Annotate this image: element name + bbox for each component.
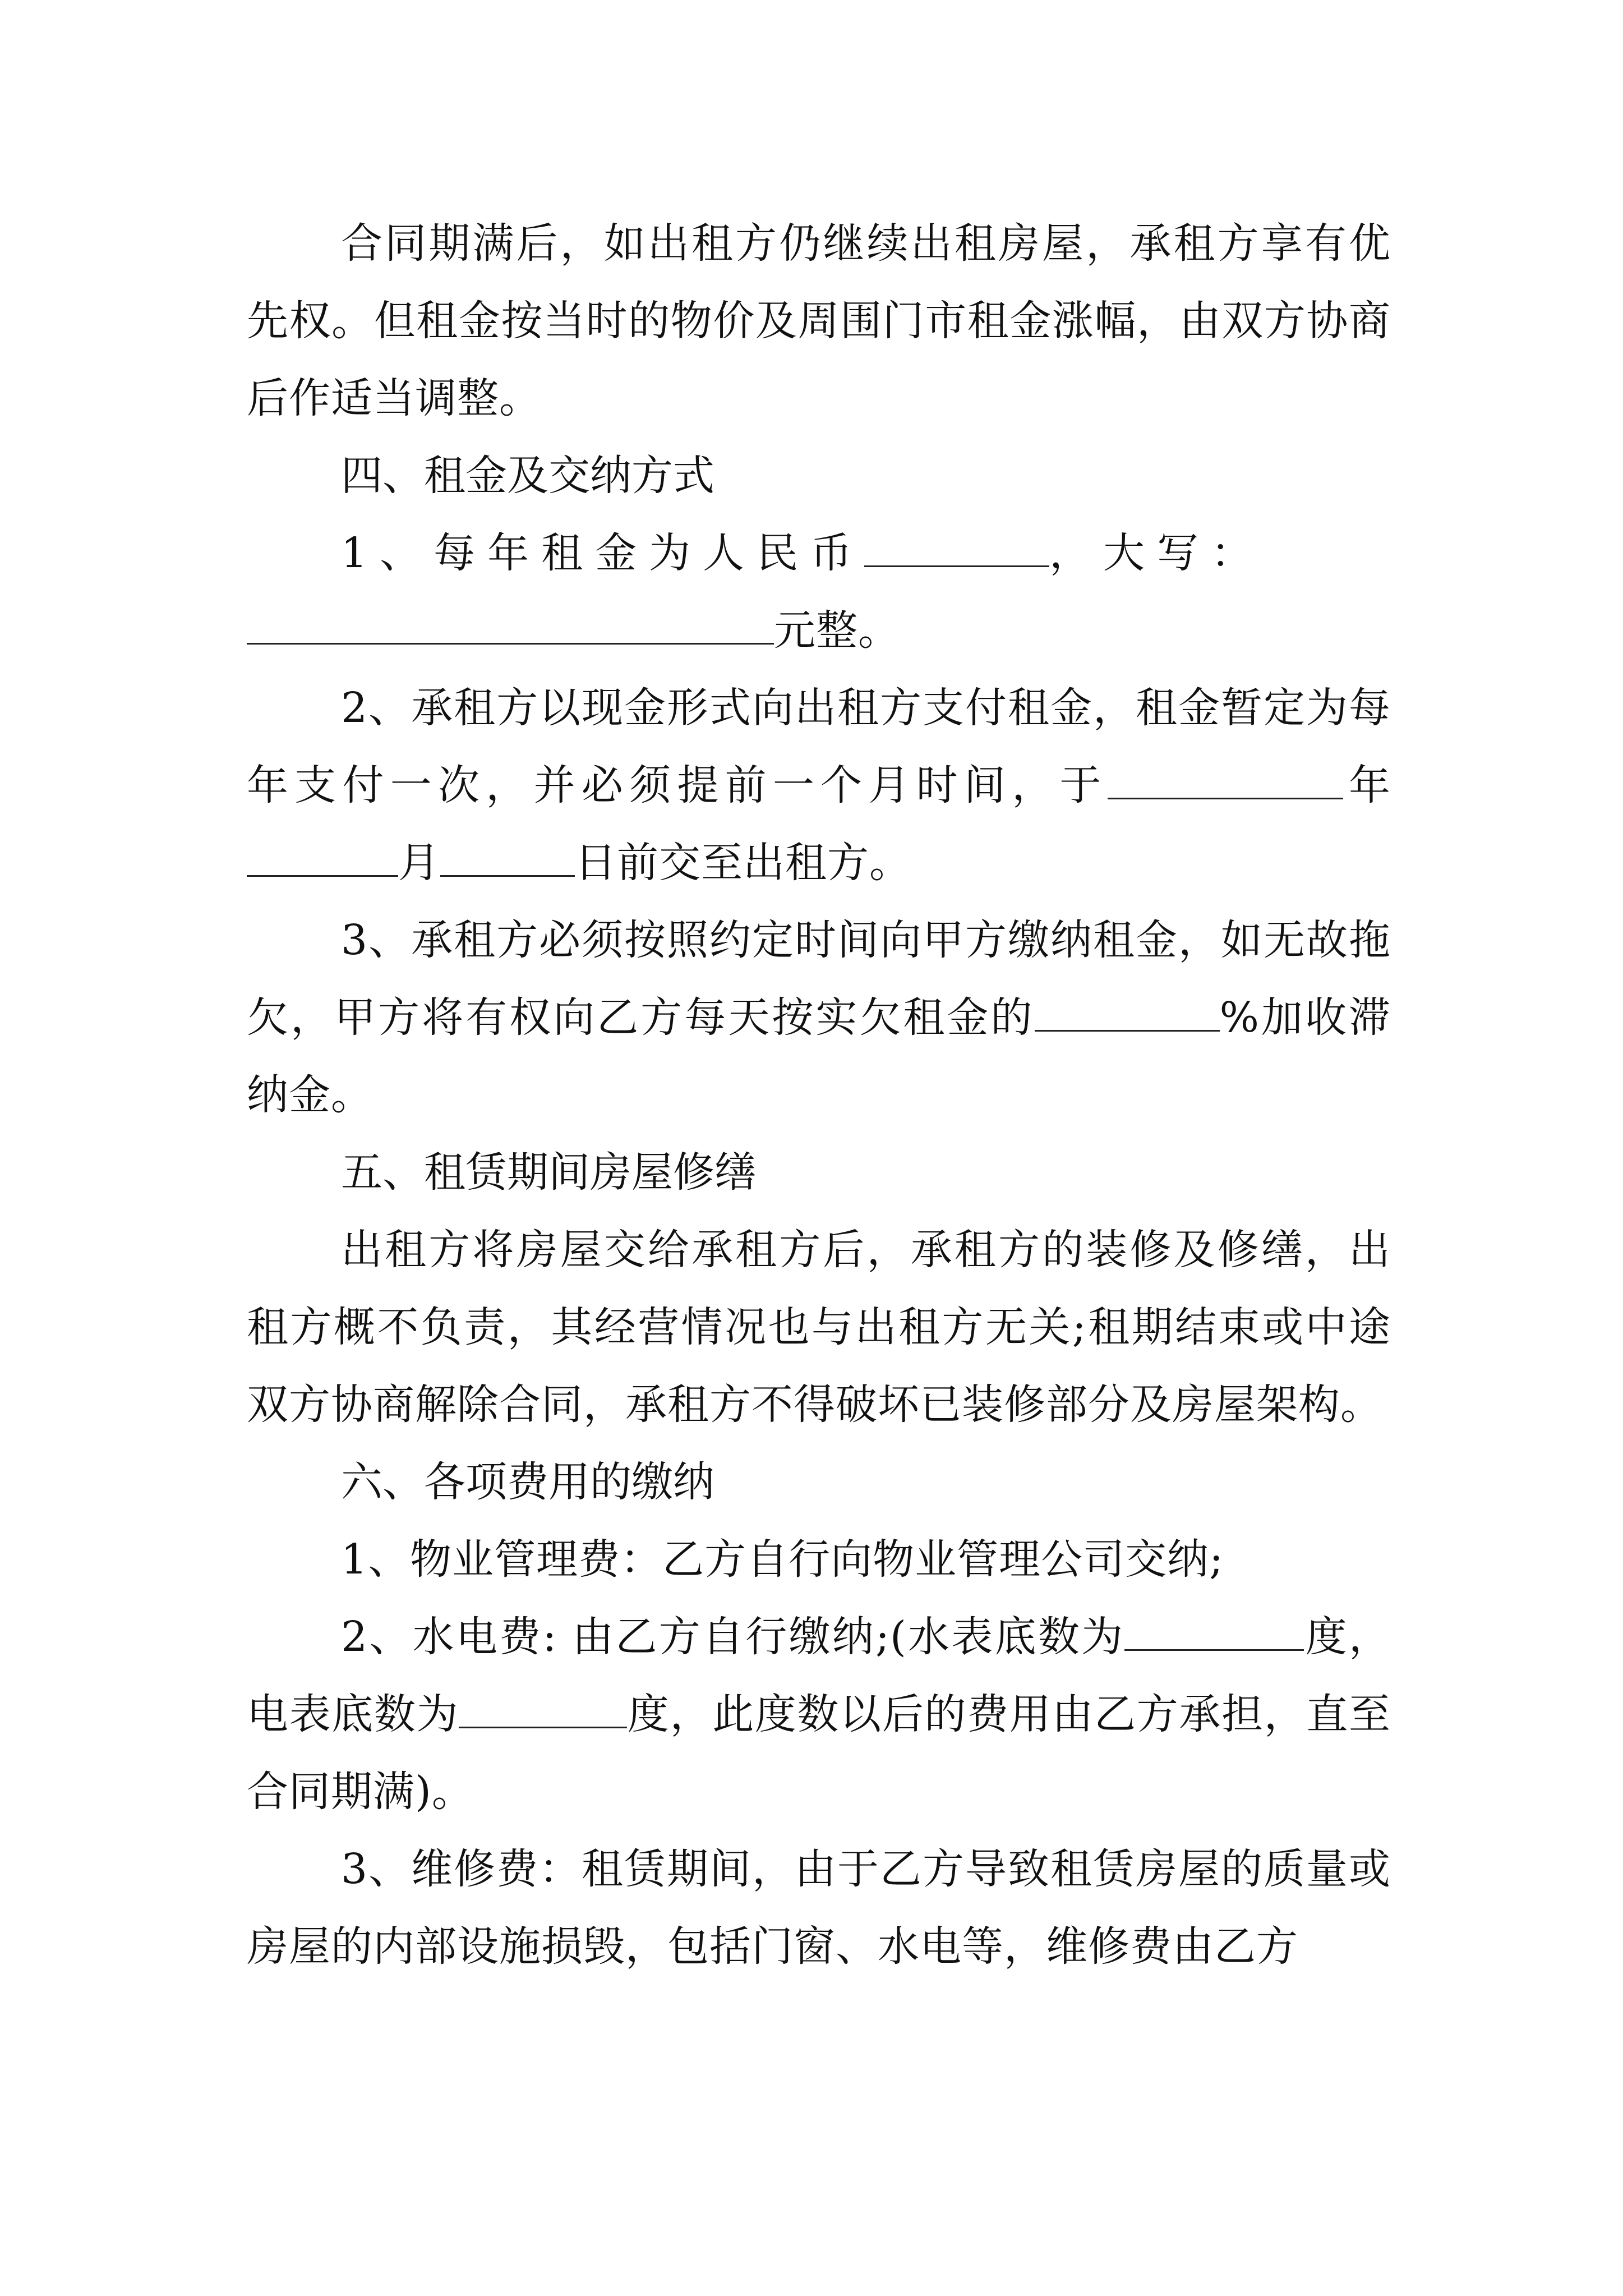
blank-water-meter	[1124, 1612, 1304, 1651]
paragraph-renewal-priority	[247, 205, 1391, 437]
paragraph-text: 2、承租方以现金形式向出租方支付租金，租金暂定为每年支付一次，并必须提前一个月时间，于	[247, 684, 1391, 809]
paragraph-text: %加收滞纳金。	[247, 993, 1391, 1119]
blank-rent-amount-words	[247, 606, 774, 645]
paragraph-annual-rent	[247, 514, 1391, 669]
document-page	[247, 205, 1391, 1985]
paragraph-text: 出租方将房屋交给承租方后，承租方的装修及修缮，出租方概不负责，其经营情况也与出租方无关;租期结束或中途双方协商解除合同，承租方不得破坏已装修部分及房屋架构。	[247, 1226, 1391, 1429]
paragraph-repairs	[247, 1211, 1391, 1443]
section-heading-repairs	[247, 1134, 1391, 1211]
paragraph-text: 度，此度数以后的费用由乙方承担，直至合同期满)。	[247, 1690, 1391, 1816]
paragraph-text: 1、每年租金为人民币	[341, 529, 865, 577]
paragraph-text: 月	[398, 839, 440, 887]
paragraph-text: 日前交至出租方。	[575, 839, 911, 887]
heading-text: 五、租赁期间房屋修缮	[341, 1148, 756, 1197]
paragraph-late-fee	[247, 901, 1391, 1134]
heading-text: 六、各项费用的缴纳	[341, 1458, 714, 1506]
blank-month	[247, 838, 398, 877]
blank-year	[1108, 761, 1343, 799]
paragraph-property-fee	[247, 1521, 1391, 1598]
blank-day	[440, 838, 575, 877]
paragraph-utilities	[247, 1598, 1391, 1830]
paragraph-maintenance	[247, 1830, 1391, 1985]
paragraph-text: 3、承租方必须按照约定时间向甲方缴纳租金，如无故拖欠，甲方将有权向乙方每天按实欠租金的	[247, 916, 1391, 1042]
section-heading-fees	[247, 1443, 1391, 1521]
blank-rent-amount	[864, 528, 1049, 567]
paragraph-text: 度，电表底数为	[247, 1613, 1391, 1738]
paragraph-payment-method	[247, 669, 1391, 901]
paragraph-text: 2、水电费: 由乙方自行缴纳;(水表底数为	[341, 1613, 1125, 1661]
paragraph-text: 年	[1343, 761, 1391, 809]
heading-text: 四、租金及交纳方式	[341, 452, 714, 500]
paragraph-text: 元整。	[774, 606, 900, 655]
blank-late-fee-percent	[1035, 993, 1220, 1032]
paragraph-text: ，大写：	[1049, 529, 1265, 577]
paragraph-text: 合同期满后，如出租方仍继续出租房屋，承租方享有优先权。但租金按当时的物价及周围门市租金涨幅，由双方协商后作适当调整。	[247, 219, 1391, 422]
section-heading-rent	[247, 437, 1391, 514]
paragraph-text: 1、物业管理费：乙方自行向物业管理公司交纳;	[341, 1535, 1224, 1584]
blank-electric-meter	[459, 1690, 627, 1728]
paragraph-text: 3、维修费：租赁期间，由于乙方导致租赁房屋的质量或房屋的内部设施损毁，包括门窗、水电等，维修费由乙方	[247, 1845, 1391, 1971]
